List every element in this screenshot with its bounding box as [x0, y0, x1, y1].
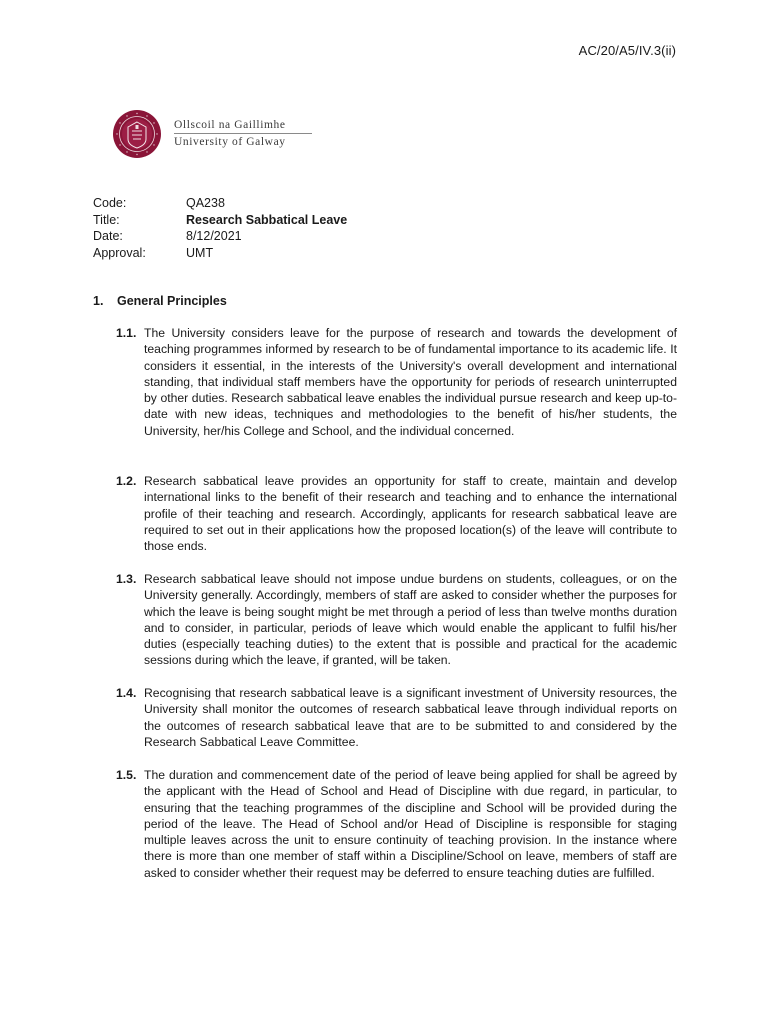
- clause-text: Recognising that research sabbatical leave is a significant investment of University resources, the University shall monitor the outcomes of research sabbatical leave through individual reports on the outcomes of research sabbatical leave that are to be submitted to and considered by the Research Sabbatical Leave Committee.: [144, 686, 677, 749]
- meta-row-date: [93, 228, 347, 245]
- logo-line-irish: Ollscoil na Gaillimhe: [174, 119, 286, 131]
- clause-number: 1.1.: [116, 326, 137, 340]
- logo-wordmark: [174, 118, 324, 149]
- clause-text: The University considers leave for the purpose of research and towards the development of teaching programmes informed by research to be of fundamental importance to its academic life. It considers it essential, in the interests of the University's overall development and international standing, that individual staff members have the opportunity for periods of research uninterrupted by other duties. Research sabbatical leave enables the individual pursue research and keep up-to-date with new ideas, techniques and methodologies to the benefit of his/her students, the University, her/his College and School, and the individual concerned.: [144, 326, 677, 438]
- clause-text: The duration and commencement date of the period of leave being applied for shall be agreed by the applicant with the Head of School and Head of Discipline with due regard, in particular, to ensuring that the teaching programmes of the discipline and School will be provided during the period of the leave. The Head of School and/or Head of Discipline is responsible for staging multiple leaves across the unit to ensure continuity of teaching provision. In the instance where there is more than one member of staff within a Discipline/School on leave, members of staff are asked to consider whether their request may be deferred to ensure teaching duties are fulfilled.: [144, 768, 677, 880]
- meta-row-approval: [93, 245, 347, 262]
- clause-1-2: [116, 473, 677, 554]
- logo-divider: [174, 133, 312, 134]
- clause-1-4: [116, 685, 677, 750]
- meta-label: Date:: [93, 229, 123, 243]
- meta-label: Code:: [93, 196, 127, 210]
- clause-1-1: [116, 325, 677, 439]
- meta-value: UMT: [186, 245, 214, 260]
- meta-label: Approval:: [93, 245, 146, 260]
- clause-1-3: [116, 571, 677, 669]
- clause-number: 1.3.: [116, 572, 137, 586]
- meta-value: QA238: [186, 196, 225, 210]
- document-metadata: [93, 195, 347, 261]
- clause-number: 1.5.: [116, 768, 137, 782]
- section-heading: [93, 294, 227, 308]
- clause-text: Research sabbatical leave should not impose undue burdens on students, colleagues, or on the University generally. Accordingly, members of staff are asked to consider whether the purposes for which the leave is being sought might be met through a period of less than twelve months duration and to consider, in particular, periods of leave which would enable the applicant to fulfil his/her duties (especially teaching duties) to the extent that is possible and practical for the academic sessions during which the leave, if granted, will be taken.: [144, 572, 677, 668]
- meta-row-title: [93, 212, 347, 229]
- clause-number: 1.2.: [116, 474, 137, 488]
- meta-value: Research Sabbatical Leave: [186, 212, 348, 227]
- section-number: 1.: [93, 294, 104, 308]
- clause-1-5: [116, 767, 677, 881]
- clause-number: 1.4.: [116, 686, 137, 700]
- meta-label: Title:: [93, 212, 120, 227]
- section-title: General Principles: [117, 294, 227, 308]
- meta-row-code: [93, 195, 347, 212]
- logo-line-english: University of Galway: [174, 136, 286, 148]
- clause-text: Research sabbatical leave provides an opportunity for staff to create, maintain and develop international links to the benefit of their research and teaching and to enhance the international profile of their teaching and research. Accordingly, applicants for research sabbatical leave are required to set out in their applications how the proposed location(s) of the leave will contribute to those ends.: [144, 474, 677, 554]
- meta-value: 8/12/2021: [186, 229, 242, 243]
- university-logo: [112, 109, 322, 159]
- university-seal-icon: [112, 109, 162, 159]
- document-reference: AC/20/A5/IV.3(ii): [578, 43, 676, 58]
